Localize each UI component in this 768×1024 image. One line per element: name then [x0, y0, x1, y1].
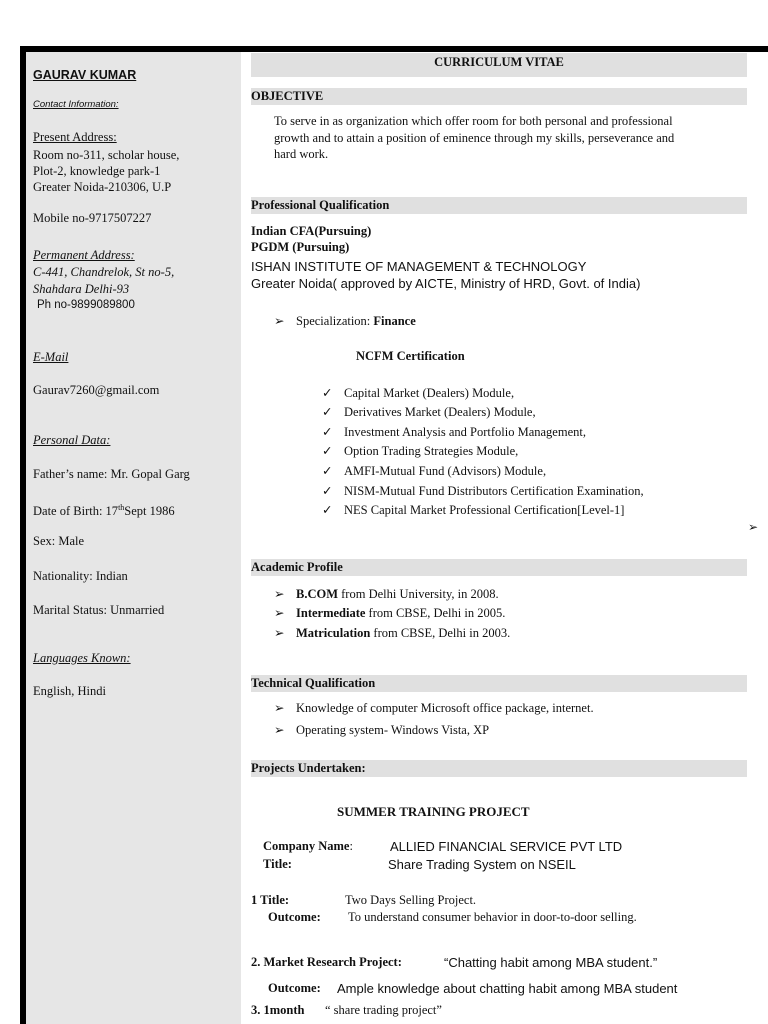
arrow-bullet-icon: ➢ — [748, 520, 759, 534]
academic-heading: Academic Profile — [251, 559, 747, 576]
projects-heading: Projects Undertaken: — [251, 760, 747, 777]
marital-status: Marital Status: Unmarried — [33, 603, 165, 617]
nationality: Nationality: Indian — [33, 569, 128, 583]
company-value: ALLIED FINANCIAL SERVICE PVT LTD — [390, 839, 623, 854]
present-address-line-1: Room no-311, scholar house, — [33, 148, 180, 162]
arrow-bullet-icon: ➢ — [274, 723, 285, 737]
academic-item: ➢ Intermediate from CBSE, Delhi in 2005. — [274, 606, 506, 620]
check-icon: ✓ — [322, 484, 333, 498]
project-2-label: 2. Market Research Project: — [251, 955, 402, 969]
permanent-address-line-2: Shahdara Delhi-93 — [33, 282, 130, 296]
check-icon: ✓ — [322, 464, 333, 478]
cv-title: CURRICULUM VITAE — [251, 53, 747, 77]
arrow-bullet-icon: ➢ — [274, 626, 285, 640]
tech-item: ➢ Knowledge of computer Microsoft office package, internet. — [274, 701, 594, 715]
pgdm-status: PGDM (Pursuing) — [251, 240, 350, 254]
permanent-address-line-1: C-441, Chandrelok, St no-5, — [33, 265, 175, 279]
arrow-bullet-icon: ➢ — [274, 701, 285, 715]
candidate-name: GAURAV KUMAR — [33, 68, 137, 82]
academic-item: ➢ B.COM from Delhi University, in 2008. — [274, 587, 499, 601]
project-1-outcome-value: To understand consumer behavior in door-to-door selling. — [348, 910, 637, 924]
project-2-value: “Chatting habit among MBA student.” — [444, 955, 658, 970]
languages: English, Hindi — [33, 684, 106, 698]
tech-item: ➢ Operating system- Windows Vista, XP — [274, 723, 490, 737]
ncfm-item: ✓ Investment Analysis and Portfolio Management, — [322, 425, 586, 439]
objective-heading: OBJECTIVE — [251, 88, 747, 105]
fathers-name: Father’s name: Mr. Gopal Garg — [33, 467, 190, 481]
dob-day: Date of Birth: 17 — [33, 504, 119, 519]
check-icon: ✓ — [322, 444, 333, 458]
dob-month-year: Sept 1986 — [124, 504, 175, 519]
specialization-value: Finance — [373, 314, 416, 328]
ncfm-item: ✓ AMFI-Mutual Fund (Advisors) Module, — [322, 464, 547, 478]
objective-line-1: To serve in as organization which offer room for both personal and professional — [274, 114, 673, 128]
project-2-outcome-value: Ample knowledge about chatting habit among MBA student — [337, 981, 678, 996]
project-2-outcome-label: Outcome: — [268, 981, 321, 995]
present-address-label: Present Address: — [33, 130, 117, 144]
objective-line-3: hard work. — [274, 147, 329, 161]
ncfm-item: ✓ Option Trading Strategies Module, — [322, 444, 519, 458]
project-1-label: 1 Title: — [251, 893, 290, 907]
project-3-label: 3. 1month — [251, 1003, 305, 1017]
sex: Sex: Male — [33, 534, 85, 548]
specialization-item — [274, 314, 416, 329]
technical-heading: Technical Qualification — [251, 675, 747, 692]
personal-data-label: Personal Data: — [33, 433, 111, 447]
project-3-value: “ share trading project” — [325, 1003, 442, 1017]
arrow-bullet-icon: ➢ — [274, 314, 285, 328]
specialization-prefix: Specialization: — [296, 314, 374, 328]
languages-label: Languages Known: — [33, 651, 131, 665]
institute-location: Greater Noida( approved by AICTE, Ministry of HRD, Govt. of India) — [251, 276, 641, 291]
company-label: Company Name: — [263, 839, 353, 853]
arrow-bullet-icon: ➢ — [274, 587, 285, 601]
institute-name: ISHAN INSTITUTE OF MANAGEMENT & TECHNOLOGY — [251, 259, 587, 274]
objective-line-2: growth and to attain a position of eminence through my skills, perseverance and — [274, 131, 675, 145]
check-icon: ✓ — [322, 425, 333, 439]
check-icon: ✓ — [322, 405, 333, 419]
cfa-status: Indian CFA(Pursuing) — [251, 224, 372, 238]
project-1-outcome-label: Outcome: — [268, 910, 321, 924]
phone-number: Ph no-9899089800 — [37, 299, 135, 311]
title-label: Title: — [263, 857, 292, 871]
ncfm-item: ✓ NES Capital Market Professional Certification[Level-1] — [322, 503, 625, 517]
email-address: Gaurav7260@gmail.com — [33, 383, 160, 397]
date-of-birth — [33, 500, 175, 519]
check-icon: ✓ — [322, 386, 333, 400]
present-address-line-2: Plot-2, knowledge park-1 — [33, 164, 161, 178]
present-address-line-3: Greater Noida-210306, U.P — [33, 180, 172, 194]
ncfm-item: ✓ Capital Market (Dealers) Module, — [322, 386, 515, 400]
project-1-value: Two Days Selling Project. — [345, 893, 477, 907]
dob-ordinal: th — [118, 503, 125, 512]
email-label: E-Mail — [33, 350, 69, 364]
title-value: Share Trading System on NSEIL — [388, 857, 576, 872]
ncfm-item: ✓ Derivatives Market (Dealers) Module, — [322, 405, 536, 419]
check-icon: ✓ — [322, 503, 333, 517]
permanent-address-label: Permanent Address: — [33, 248, 135, 262]
mobile-number: Mobile no-9717507227 — [33, 211, 152, 225]
ncfm-item: ✓ NISM-Mutual Fund Distributors Certification Examination, — [322, 484, 644, 498]
contact-heading: Contact Information: — [33, 99, 119, 110]
ncfm-heading: NCFM Certification — [356, 349, 465, 363]
arrow-bullet-icon: ➢ — [274, 606, 285, 620]
academic-item: ➢ Matriculation from CBSE, Delhi in 2003. — [274, 626, 511, 640]
summer-training-heading: SUMMER TRAINING PROJECT — [337, 804, 530, 819]
prof-qualification-heading: Professional Qualification — [251, 197, 747, 214]
